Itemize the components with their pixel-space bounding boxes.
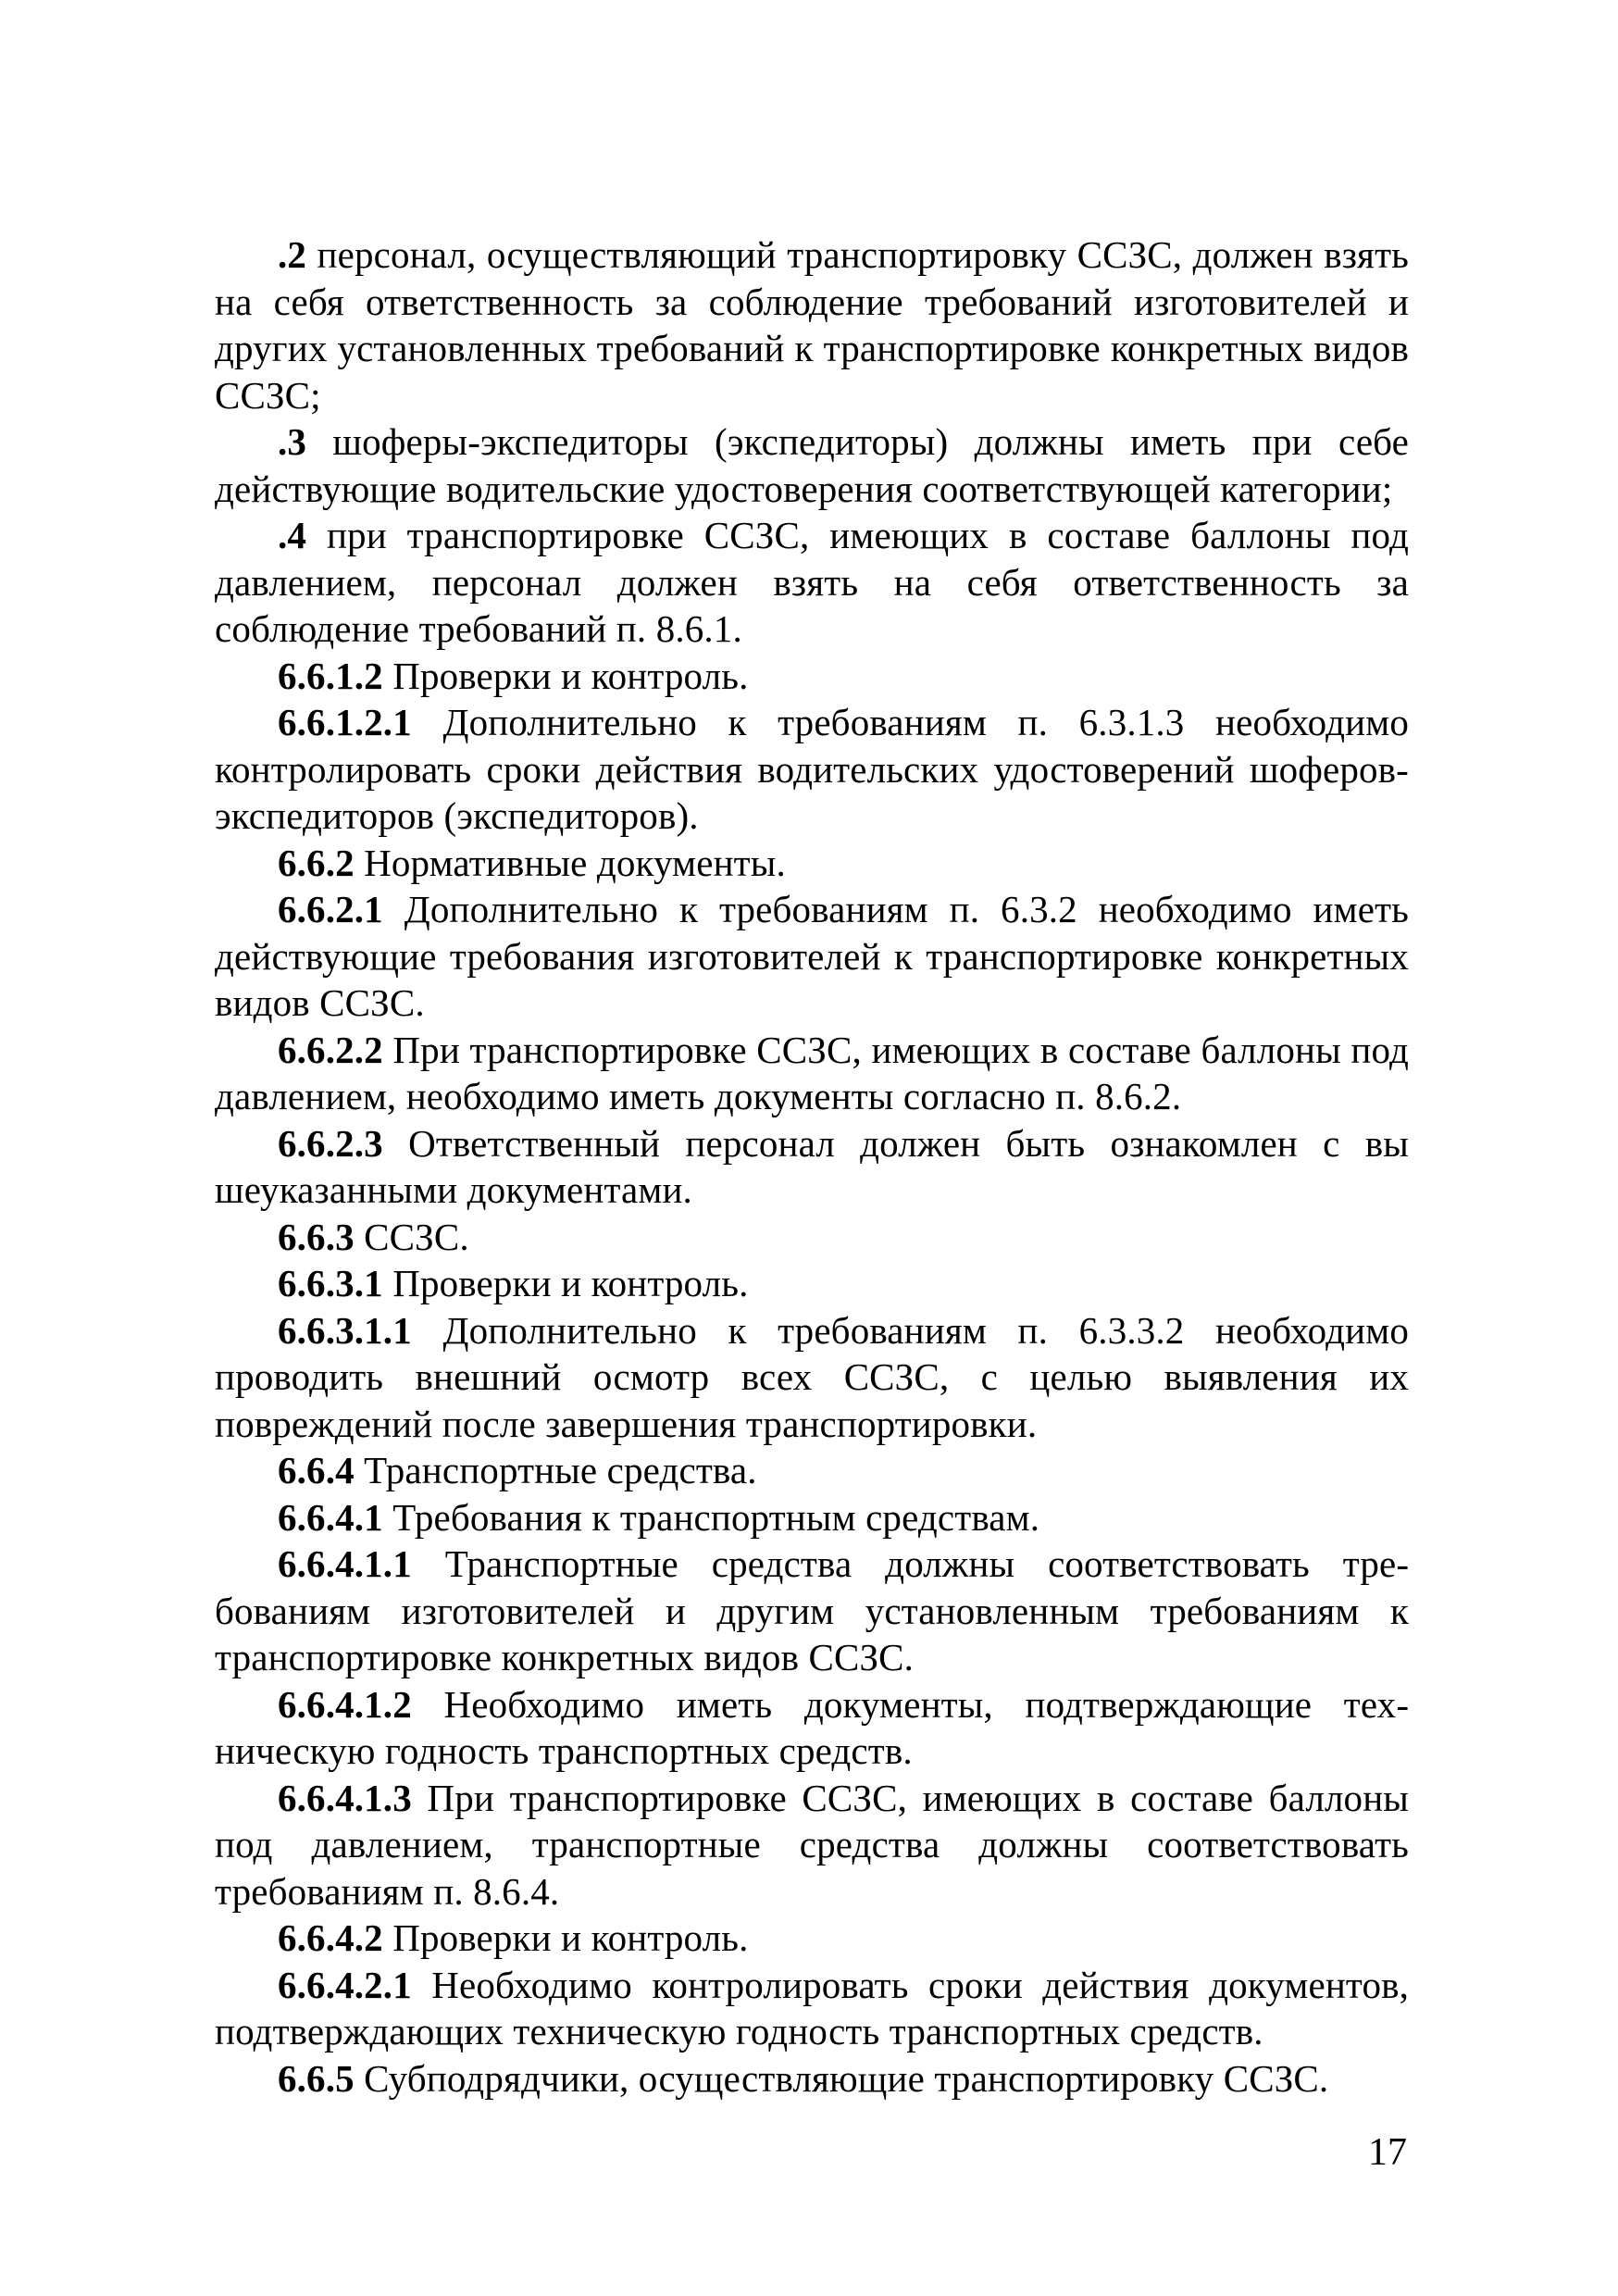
section-6-6-1-2-1 xyxy=(215,699,1409,840)
section-number: 6.6.2 xyxy=(278,841,355,884)
page-content xyxy=(215,231,1409,2102)
section-6-6-4-2 xyxy=(215,1915,1409,1962)
section-6-6-4-1-3 xyxy=(215,1775,1409,1915)
paragraph-number: .4 xyxy=(278,514,307,556)
section-6-6-4-1-1 xyxy=(215,1541,1409,1681)
section-text: Транспортные средства должны соответствовать требованиям изготовителей и другим установленным требованиям к транспортировке конкретных видов ССЗС. xyxy=(215,1542,1409,1678)
section-text: Дополнительно к требованиям п. 6.3.3.2 необходимо проводить внешний осмотр всех ССЗС, с целью выявления их повреждений после завершения транспортировки. xyxy=(215,1308,1409,1445)
paragraph-number: .2 xyxy=(278,233,307,276)
section-6-6-3-1-1 xyxy=(215,1307,1409,1448)
paragraph-number: .3 xyxy=(278,420,307,463)
section-6-6-4-2-1 xyxy=(215,1962,1409,2055)
section-text: Проверки и контроль. xyxy=(382,1916,749,1959)
section-6-6-1-2 xyxy=(215,653,1409,700)
section-number: 6.6.4.2 xyxy=(278,1916,383,1959)
section-6-6-2-2 xyxy=(215,1027,1409,1120)
paragraph-text: шоферы-экспедиторы (экспедиторы) должны иметь при себе действующие водительские удостоверения соответствующей категории; xyxy=(215,420,1409,510)
section-number: 6.6.2.1 xyxy=(278,888,383,930)
section-number: 6.6.3.1 xyxy=(278,1262,383,1304)
section-number: 6.6.4.1.2 xyxy=(278,1682,412,1726)
paragraph-text: при транспортировке ССЗС, имеющих в составе баллоны под давлением, персонал должен взять на себя ответственность за соблюдение требований п. 8.6.1. xyxy=(215,514,1409,650)
section-text: Дополнительно к требованиям п. 6.3.2 необходимо иметь действующие требования изготовителей к транспортировке конкретных видов ССЗС. xyxy=(215,888,1409,1024)
section-number: 6.6.3.1.1 xyxy=(278,1308,412,1352)
section-text: Необходимо контролировать сроки действия документов, подтверждающих техническую годность транспортных средств. xyxy=(215,1963,1409,2053)
section-text: Нормативные документы. xyxy=(354,841,786,884)
section-text: При транспортировке ССЗС, имеющих в составе баллоны под давлением, транспортные средства должны соответствовать требованиям п. 8.6.4. xyxy=(215,1776,1409,1913)
section-6-6-4 xyxy=(215,1447,1409,1494)
section-number: 6.6.1.2 xyxy=(278,654,383,697)
section-text: Требования к транспортным средствам. xyxy=(382,1495,1040,1539)
section-text: Проверки и контроль. xyxy=(382,1262,749,1304)
section-6-6-3-1 xyxy=(215,1260,1409,1307)
section-number: 6.6.2.2 xyxy=(278,1028,383,1071)
paragraph-item-2 xyxy=(215,231,1409,418)
section-number: 6.6.1.2.1 xyxy=(278,701,412,743)
section-number: 6.6.3 xyxy=(278,1215,355,1258)
section-6-6-5 xyxy=(215,2055,1409,2103)
section-6-6-2 xyxy=(215,840,1409,887)
section-number: 6.6.2.3 xyxy=(278,1121,383,1165)
section-text: Субподрядчики, осуществляющие транспортировку ССЗС. xyxy=(354,2056,1329,2100)
section-6-6-3 xyxy=(215,1214,1409,1261)
section-number: 6.6.4.1.1 xyxy=(278,1542,412,1585)
section-6-6-2-3 xyxy=(215,1120,1409,1214)
paragraph-item-4 xyxy=(215,512,1409,653)
section-text: Проверки и контроль. xyxy=(382,654,749,697)
section-number: 6.6.4.1 xyxy=(278,1495,383,1539)
section-6-6-4-1 xyxy=(215,1494,1409,1541)
section-6-6-2-1 xyxy=(215,886,1409,1027)
section-text: Ответственный персонал должен быть ознакомлен с вы шеуказанными документами. xyxy=(215,1121,1409,1211)
section-6-6-4-1-2 xyxy=(215,1681,1409,1775)
paragraph-text: персонал, осуществляющий транспортировку ССЗС, должен взять на себя ответственность за соблюдение требований изготовителей и других установленных требований к транспортировке конкретных видов ССЗС; xyxy=(215,233,1409,417)
section-number: 6.6.4.1.3 xyxy=(278,1776,412,1819)
paragraph-item-3 xyxy=(215,418,1409,512)
section-number: 6.6.4.2.1 xyxy=(278,1963,412,2006)
section-number: 6.6.5 xyxy=(278,2056,355,2100)
section-text: ССЗС. xyxy=(354,1215,469,1258)
section-number: 6.6.4 xyxy=(278,1449,355,1491)
section-text: При транспортировке ССЗС, имеющих в составе баллоны под давлением, необходимо иметь документы согласно п. 8.6.2. xyxy=(215,1028,1409,1117)
page-number: 17 xyxy=(1368,2131,1407,2174)
section-text: Дополнительно к требованиям п. 6.3.1.3 необходимо контролировать сроки действия водительских удостоверений шоферов-экспедиторов (экспедиторов). xyxy=(215,701,1409,837)
section-text: Транспортные средства. xyxy=(354,1449,757,1491)
section-text: Необходимо иметь документы, подтверждающие техническую годность транспортных средств. xyxy=(215,1682,1409,1772)
